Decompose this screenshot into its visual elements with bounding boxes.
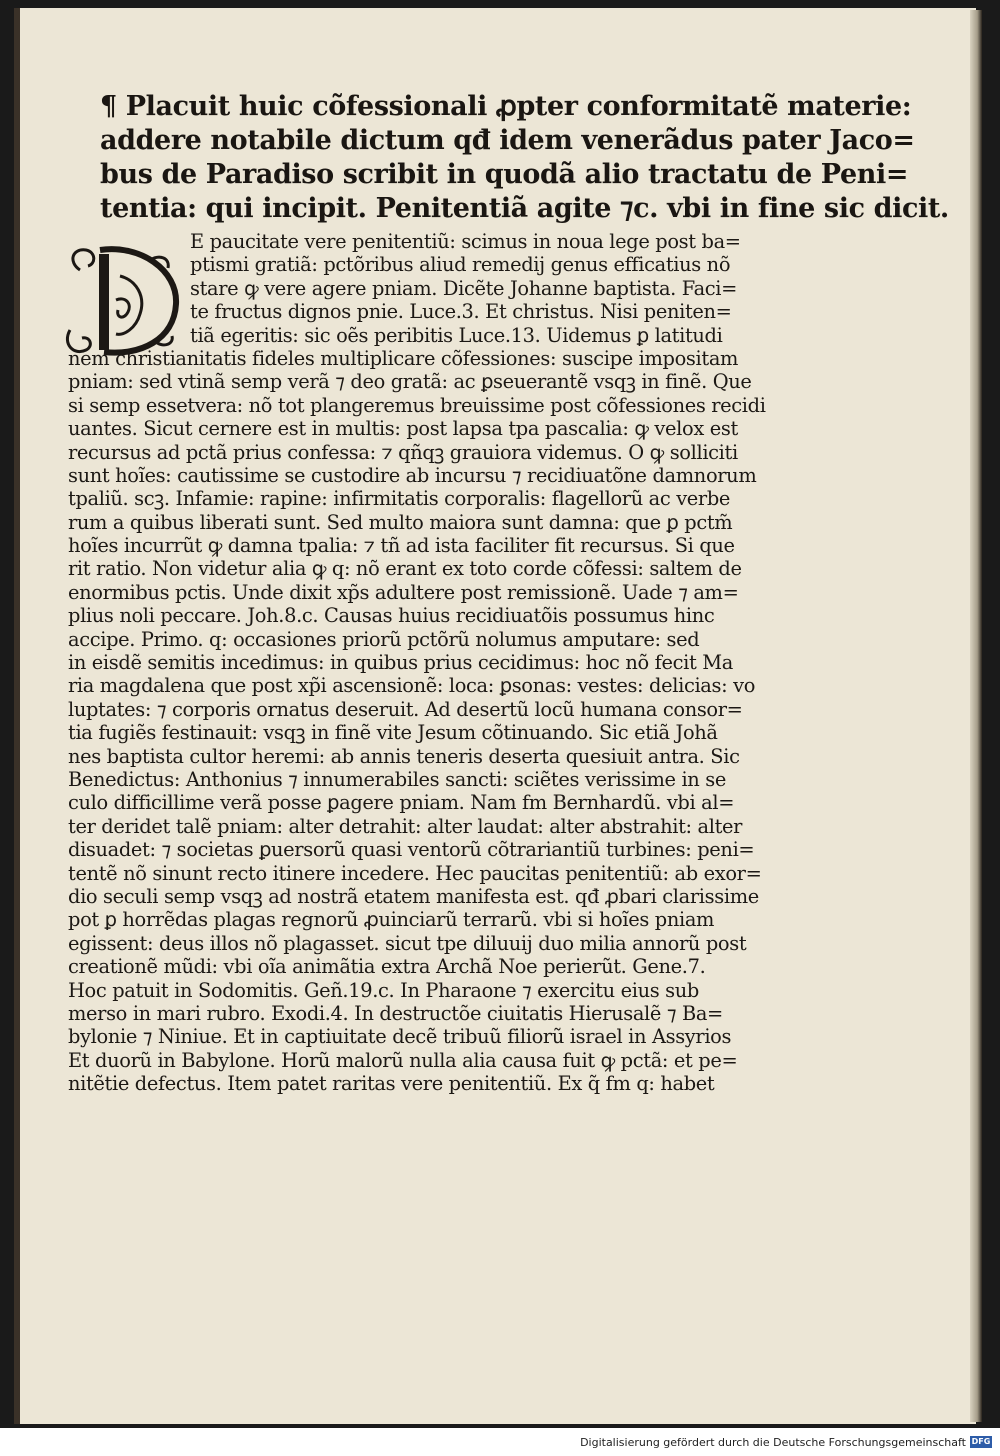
footer-bar (0, 1428, 1000, 1456)
text-line: plius noli peccare. Joh.8.c. Causas huius recidiuatõis possumus hinc (68, 604, 715, 628)
text-line: Benedictus: Anthonius ⁊ innumerabiles sancti: sciẽtes verissime in se (68, 767, 726, 791)
text-line: Hoc patuit in Sodomitis. Geñ.19.c. In Pharaone ⁊ exercitu eius sub (68, 978, 699, 1002)
text-line: te fructus dignos pnie. Luce.3. Et christus. Nisi peniten= (190, 300, 732, 324)
text-line: rit ratio. Non videtur alia ꝙ q: nõ erant ex toto corde cõfessi: saltem de (68, 557, 742, 581)
text-line: accipe. Primo. q: occasiones priorũ pctõrũ nolumus amputare: sed (68, 627, 700, 651)
body-text (68, 230, 788, 1095)
text-line: Et duorũ in Babylone. Horũ malorũ nulla alia causa fuit ꝙ pctã: et pe= (68, 1048, 738, 1072)
text-line: disuadet: ⁊ societas ꝑuersorũ quasi ventorũ cõtrariantiũ turbines: peni= (68, 838, 755, 862)
text-line: stare ꝙ vere agere pniam. Dicẽte Johanne baptista. Faci= (190, 276, 738, 300)
text-line: nem christianitatis fideles multiplicare cõfessiones: suscipe impositam (68, 346, 739, 370)
page-edge (970, 10, 982, 1422)
heading-line: ¶ Placuit huic cõfessionali ꝓpter conformitatẽ materie: (100, 91, 912, 122)
text-line: merso in mari rubro. Exodi.4. In destructõe ciuitatis Hierusalẽ ⁊ Ba= (68, 1001, 723, 1025)
text-line: luptates: ⁊ corporis ornatus deseruit. Ad desertũ locũ humana consor= (68, 697, 743, 721)
text-line: dio seculi semp vsqꝫ ad nostrã etatem manifesta est. qđ ꝓbari clarissime (68, 884, 759, 908)
heading-line: bus de Paradiso scribit in quodã alio tractatu de Peni= (100, 159, 909, 190)
text-line: bylonie ⁊ Niniue. Et in captiuitate decẽ tribuũ filiorũ israel in Assyrios (68, 1025, 732, 1049)
text-line: tia fugiẽs festinauit: vsqꝫ in finẽ vite Jesum cõtinuando. Sic etiã Johã (68, 721, 718, 745)
text-line: nes baptista cultor heremi: ab annis teneris deserta quesiuit antra. Sic (68, 744, 740, 768)
heading-line: tentia: qui incipit. Penitentiã agite ⁊c. vbi in fine sic dicit. (100, 193, 949, 224)
text-line: egissent: deus illos nõ plagasset. sicut tpe diluuij duo milia annorũ post (68, 931, 747, 955)
text-line: uantes. Sicut cernere est in multis: post lapsa tpa pascalia: ꝙ velox est (68, 417, 738, 441)
text-line: pniam: sed vtinã semp verã ⁊ deo gratã: ac ꝑseuerantẽ vsqꝫ in finẽ. Que (68, 370, 752, 394)
text-line: recursus ad pctã prius confessa: ⁊ qñqꝫ grauiora videmus. O ꝙ solliciti (68, 440, 738, 464)
text-line: culo difficillime verã posse ꝑagere pniam. Nam fm Bernhardũ. vbi al= (68, 791, 735, 815)
text-line: si semp essetvera: nõ tot plangeremus breuissime post cõfessiones recidi (68, 393, 766, 417)
text-line: in eisdẽ semitis incedimus: in quibus prius cecidimus: hoc nõ fecit Ma (68, 651, 733, 675)
text-line: tiã egeritis: sic oẽs peribitis Luce.13. Uidemus ꝑ latitudi (190, 323, 723, 347)
text-line: ter deridet talẽ pniam: alter detrahit: alter laudat: alter abstrahit: alter (68, 814, 743, 838)
text-line: creationẽ mũdi: vbi oĩa animãtia extra Archã Noe perierũt. Gene.7. (68, 955, 706, 979)
text-line: tentẽ nõ sinunt recto itinere incedere. Hec paucitas penitentiũ: ab exor= (68, 861, 762, 885)
text-line: hoĩes incurrũt ꝙ damna tpalia: ⁊ tñ ad ista faciliter fit recursus. Si que (68, 534, 735, 558)
text-line: pot ꝑ horrẽdas plagas regnorũ ꝓuinciarũ terrarũ. vbi si hoĩes pniam (68, 908, 715, 932)
text-line: sunt hoĩes: cautissime se custodire ab incursu ⁊ recidiuatõne damnorum (68, 463, 757, 487)
text-line: tpaliũ. scꝫ. Infamie: rapine: infirmitatis corporalis: flagellorũ ac verbe (68, 487, 731, 511)
dfg-credit-text: Digitalisierung gefördert durch die Deutsche Forschungsgemeinschaft (580, 1436, 966, 1449)
text-line: E paucitate vere penitentiũ: scimus in noua lege post ba= (190, 230, 741, 253)
text-line: ria magdalena que post xp̃i ascensionẽ: loca: ꝑsonas: vestes: delicias: vo (68, 674, 756, 698)
text-line: ptismi gratiã: pctõribus aliud remedij genus efficatius nõ (190, 253, 731, 277)
dfg-logo-icon: DFG (971, 1437, 991, 1446)
heading-line: addere notabile dictum qđ idem venerãdus pater Jaco= (100, 125, 915, 156)
heading-paragraph (100, 90, 949, 226)
text-line: nitẽtie defectus. Item patet raritas vere penitentiũ. Ex q̃ fm q: habet (68, 1072, 715, 1096)
text-line: enormibus pctis. Unde dixit xp̃s adultere post remissionẽ. Uade ⁊ am= (68, 580, 739, 604)
text-line: rum a quibus liberati sunt. Sed multo maiora sunt damna: que ꝑ pctm̃ (68, 510, 733, 534)
